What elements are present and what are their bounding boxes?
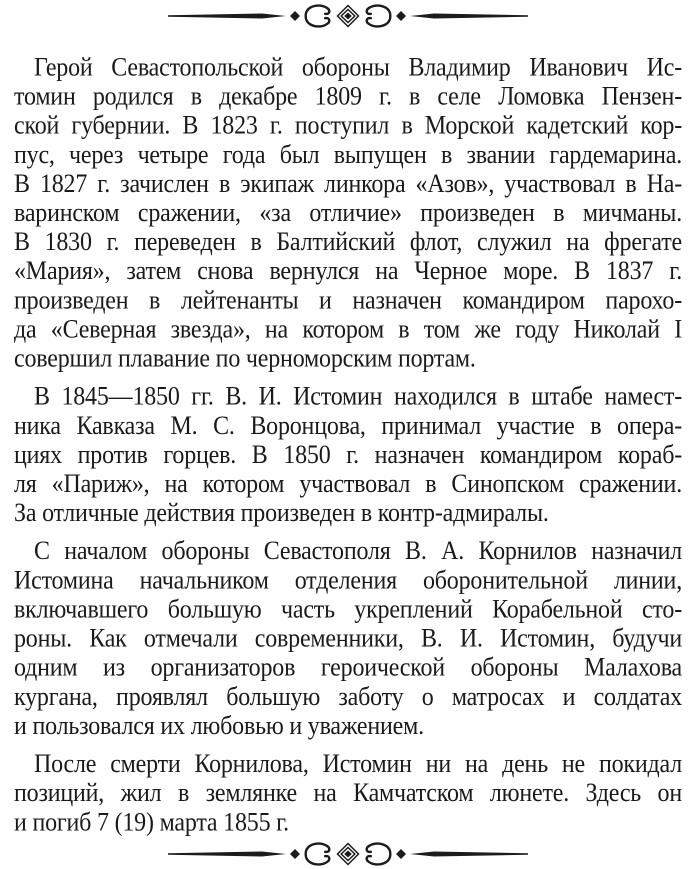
page-text (14, 53, 682, 837)
text-line: циях против горцев. В 1850 г. назначен командиром кораб- (14, 440, 682, 470)
bottom-ornament-divider-icon (168, 840, 528, 868)
text-line: пус, через четыре года был выпущен в звании гардемарина. (14, 140, 682, 170)
paragraph-1 (14, 53, 682, 373)
text-line: произведен в лейтенанты и назначен командиром парохо- (14, 285, 682, 316)
text-line: После смерти Корнилова, Истомин ни на день не покидал (34, 749, 682, 779)
text-line: и погиб 7 (19) марта 1855 г. (14, 807, 289, 837)
text-line: совершил плавание по черноморским портам. (14, 344, 476, 374)
text-line: В 1845—1850 гг. В. И. Истомин находился в штабе намест- (34, 382, 682, 412)
text-line: включавшего большую часть укреплений Корабельной сто- (14, 595, 682, 625)
paragraph-3 (14, 537, 682, 741)
text-line: позиций, жил в землянке на Камчатском люнете. Здесь он (14, 778, 682, 808)
text-line: ля «Париж», на котором участвовал в Синопском сражении. (14, 469, 682, 499)
top-ornament-divider-icon (168, 2, 528, 30)
paragraph-4 (14, 750, 682, 837)
text-line: томин родился в декабре 1809 г. в селе Ломовка Пензен- (14, 82, 682, 112)
text-line: В 1830 г. переведен в Балтийский флот, служил на фрегате (14, 227, 682, 257)
text-line: ской губернии. В 1823 г. поступил в Морской кадетский кор- (14, 111, 682, 141)
text-line: С началом обороны Севастополя В. А. Корнилов назначил (34, 536, 682, 566)
text-line: одним из организаторов героической обороны Малахова (14, 653, 682, 683)
text-line: варинском сражении, «за отличие» произведен в мичманы. (14, 198, 682, 228)
text-line: Истомина начальником отделения оборонительной линии, (14, 565, 682, 596)
text-line: «Мария», затем снова вернулся на Черное море. В 1837 г. (14, 256, 682, 286)
paragraph-2 (14, 382, 682, 528)
text-line: ника Кавказа М. С. Воронцова, принимал участие в опера- (14, 411, 682, 441)
text-line: да «Северная звезда», на котором в том же году Николай I (14, 315, 682, 345)
text-line: роны. Как отмечали современники, В. И. Истомин, будучи (14, 624, 682, 654)
text-line: кургана, проявлял большую заботу о матросах и солдатах (14, 682, 682, 712)
text-line: Герой Севастопольской обороны Владимир Иванович Ис- (34, 53, 682, 83)
text-line: В 1827 г. зачислен в экипаж линкора «Азов», участвовал в На- (14, 169, 682, 199)
text-line: и пользовался их любовью и уважением. (14, 711, 424, 741)
text-line: За отличные действия произведен в контр-адмиралы. (14, 498, 549, 528)
